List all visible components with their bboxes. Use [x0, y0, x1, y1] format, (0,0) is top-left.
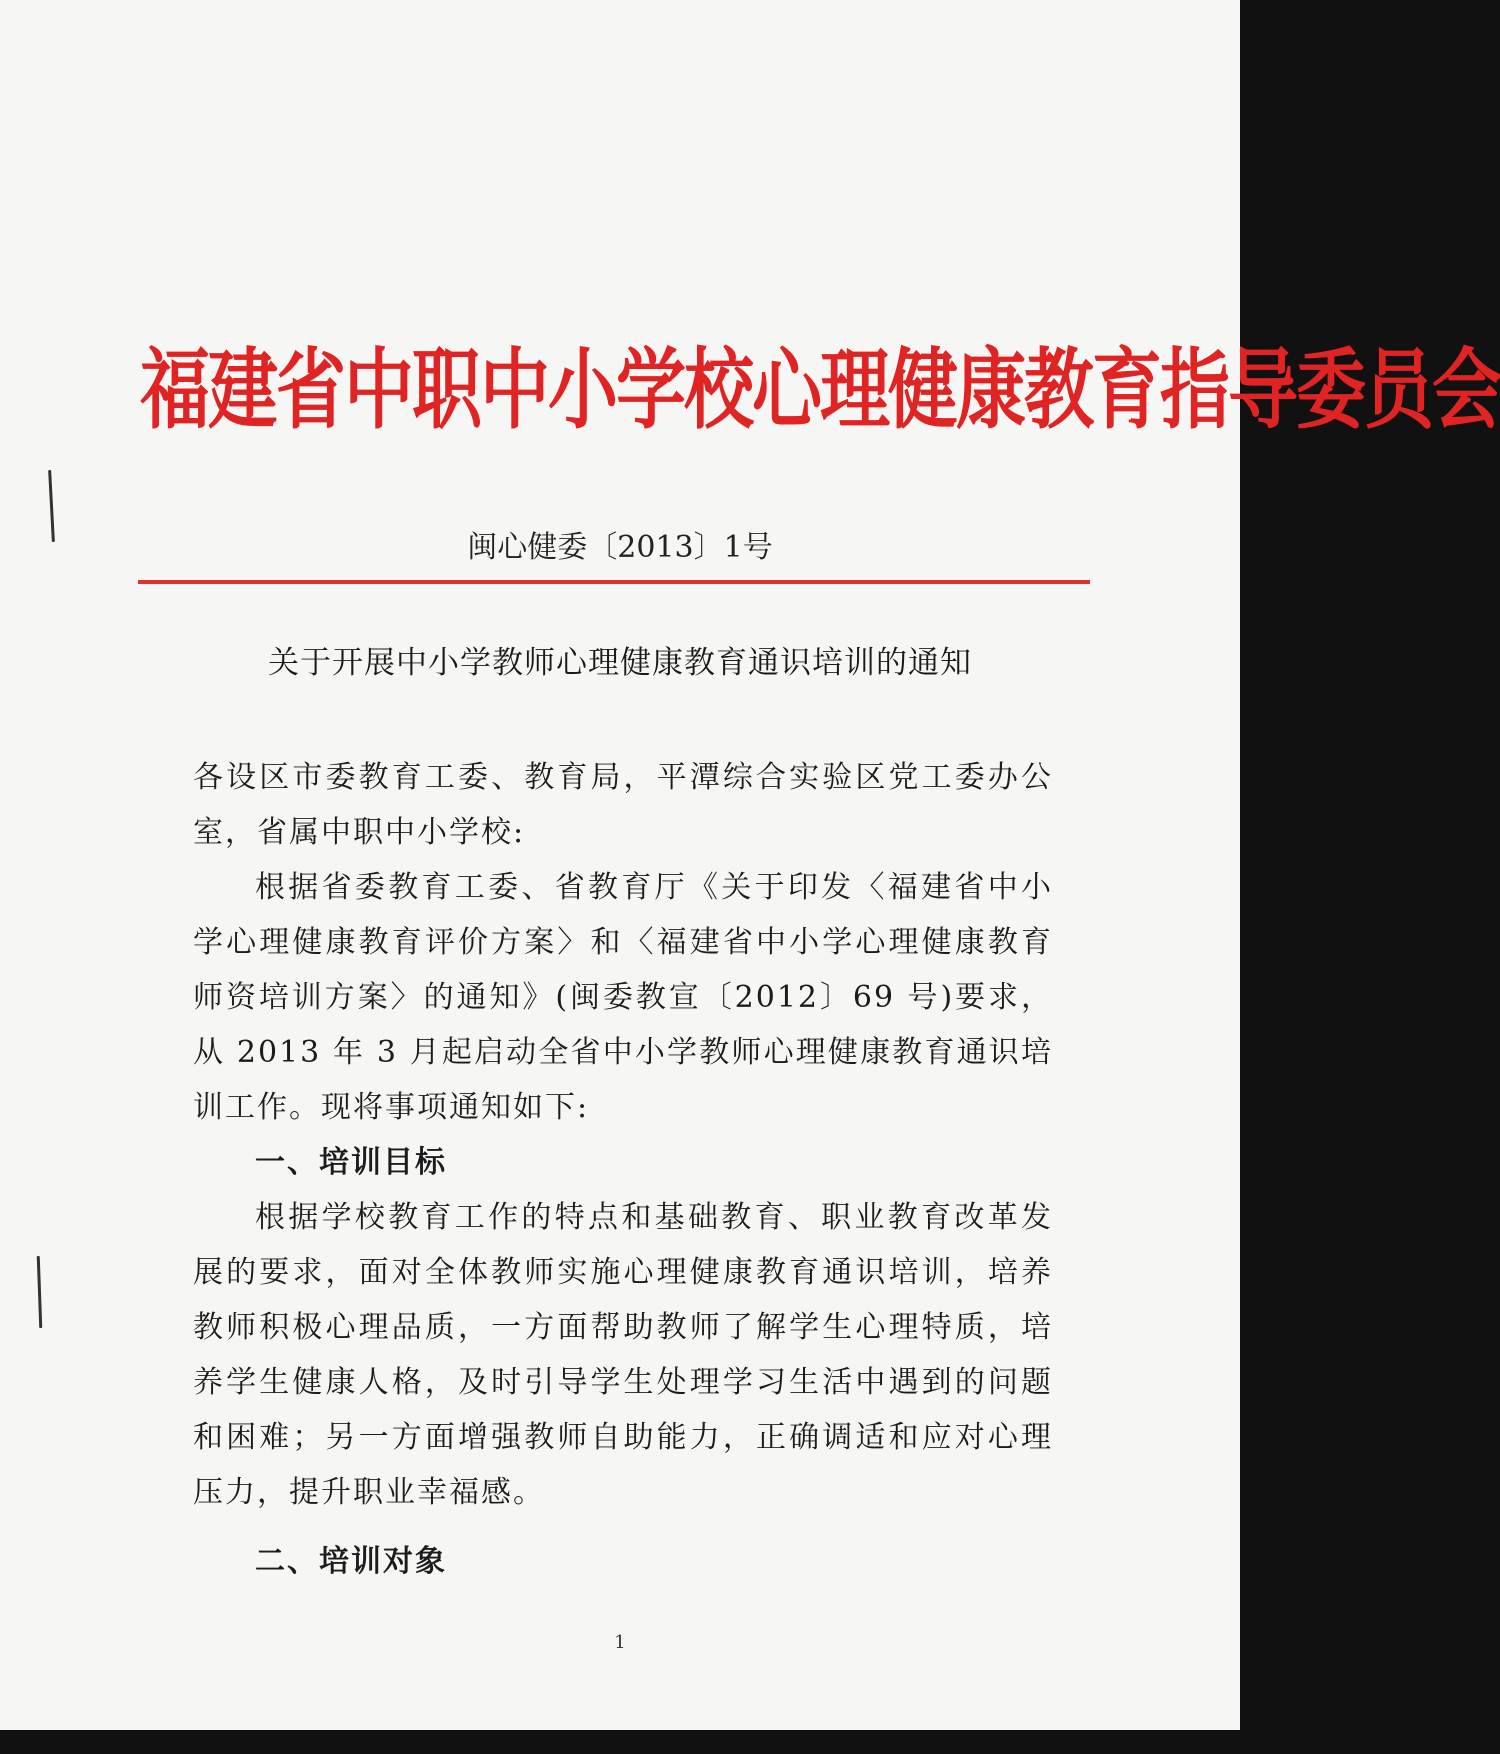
- notice-title: 关于开展中小学教师心理健康教育通识培训的通知: [268, 645, 972, 681]
- document-number: 闽心健委〔2013〕1号: [467, 530, 773, 565]
- notice-body: [193, 750, 1053, 1589]
- paragraph-intro: 根据省委教育工委、省教育厅《关于印发〈福建省中小学心理健康教育评价方案〉和〈福建省中小学心理健康教育师资培训方案〉的通知》(闽委教宣〔2012〕69 号)要求，从 2013 年 3 月起启动全省中小学教师心理健康教育通识培训工作。现将事项通知如下:: [193, 870, 1053, 1125]
- staple-mark: [37, 1256, 43, 1328]
- salutation: 各设区市委教育工委、教育局，平潭综合实验区党工委办公室，省属中职中小学校:: [193, 760, 1053, 850]
- red-divider-rule: [138, 580, 1090, 584]
- section-heading-goals: 一、培训目标: [255, 1145, 447, 1180]
- section-heading-audience: 二、培训对象: [255, 1544, 447, 1579]
- page-number: 1: [614, 1632, 626, 1653]
- issuing-organization-masthead: 福建省中职中小学校心理健康教育指导委员会: [140, 337, 1500, 442]
- paragraph-goals: 根据学校教育工作的特点和基础教育、职业教育改革发展的要求，面对全体教师实施心理健康教育通识培训，培养教师积极心理品质，一方面帮助教师了解学生心理特质，培养学生健康人格，及时引导学生处理学习生活中遇到的问题和困难；另一方面增强教师自助能力，正确调适和应对心理压力，提升职业幸福感。: [193, 1200, 1053, 1510]
- scan-edge: [0, 1730, 1240, 1754]
